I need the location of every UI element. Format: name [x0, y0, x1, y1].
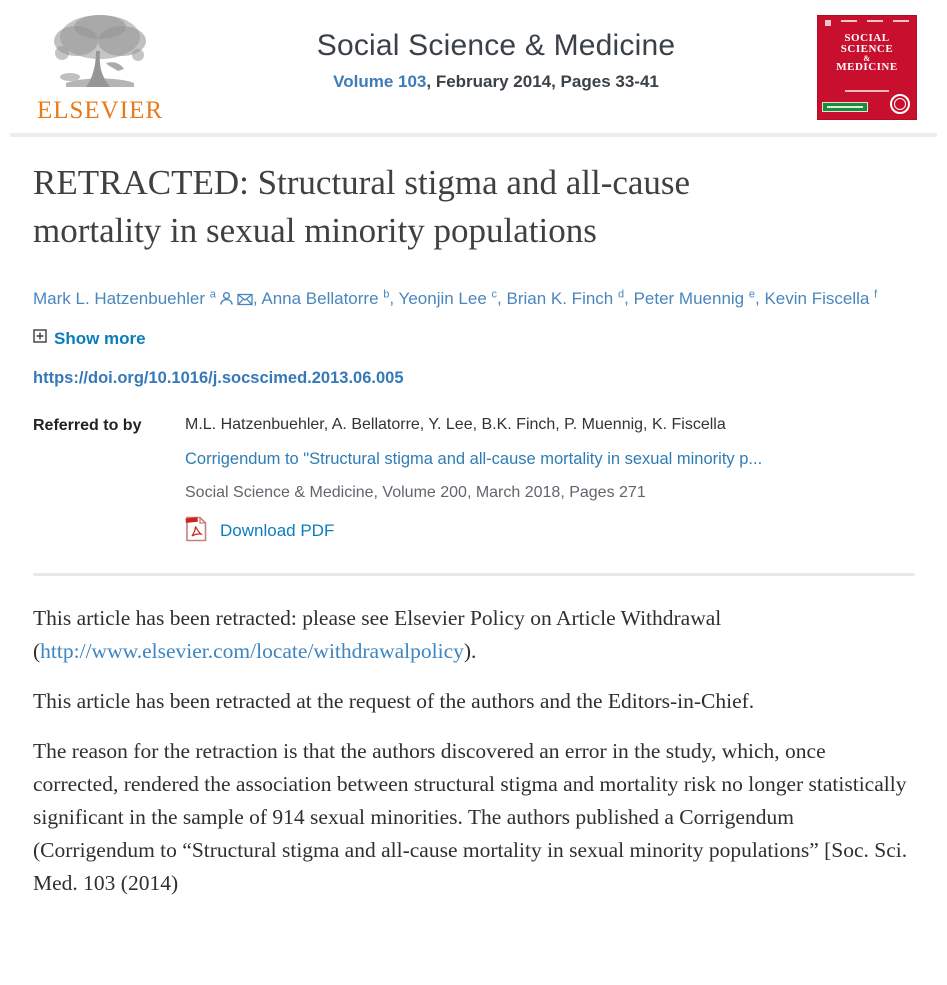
author-separator: , — [252, 288, 262, 308]
pdf-file-icon — [185, 516, 207, 547]
author-separator: , — [624, 288, 634, 308]
cover-seal-icon — [890, 94, 910, 114]
retraction-paragraph-3: The reason for the retraction is that the authors discovered an error in the study, which, once corrected, rendered the association between structural stigma and mortality risk no longer statistically significant in the sample of 914 sexual minorities. The authors published a Corrigendum (Corrigendum to “Structural stigma and all-cause mortality in sexual minority populations” [Soc. Sci. Med. 103 (2014) — [33, 738, 908, 895]
journal-header — [0, 0, 947, 133]
cover-top-text — [825, 20, 909, 26]
issue-meta: , February 2014, Pages 33-41 — [426, 72, 659, 91]
show-more-label: Show more — [54, 328, 146, 348]
author-link[interactable]: Brian K. Finch $^d$ — [506, 288, 625, 308]
corresponding-author-envelope-icon[interactable] — [237, 286, 253, 316]
download-pdf-label: Download PDF — [220, 521, 335, 541]
referred-to-by-section — [33, 416, 915, 547]
retraction-notice-body — [33, 602, 913, 900]
retraction-paragraph-2: This article has been retracted at the request of the authors and the Editors-in-Chief. — [33, 688, 755, 713]
volume-link[interactable]: Volume 103 — [333, 72, 427, 91]
referred-source-line: Social Science & Medicine, Volume 200, March 2018, Pages 271 — [185, 483, 646, 501]
referred-authors-line: M.L. Hatzenbuehler, A. Bellatorre, Y. Lee, B.K. Finch, P. Muennig, K. Fiscella — [185, 415, 726, 433]
retraction-paragraph-1: This article has been retracted: please see Elsevier Policy on Article Withdrawal (http://www.elsevier.com/locate/withdrawalpolicy). — [33, 605, 722, 663]
journal-cover-thumbnail[interactable] — [817, 15, 917, 120]
author-separator: , — [389, 288, 399, 308]
author-separator: , — [497, 288, 507, 308]
header-divider — [10, 133, 937, 137]
cover-title: SOCIAL SCIENCE & MEDICINE — [836, 32, 898, 73]
author-link[interactable]: Kevin Fiscella $^f$ — [764, 288, 878, 308]
download-pdf-link[interactable] — [185, 516, 915, 547]
elsevier-tree-icon — [25, 11, 175, 99]
expand-plus-icon — [33, 329, 47, 348]
section-divider — [33, 573, 915, 576]
journal-title: Social Science & Medicine — [316, 29, 676, 62]
author-list — [33, 279, 915, 316]
corrigendum-link[interactable]: Corrigendum to "Structural stigma and all-cause mortality in sexual minority p... — [185, 449, 763, 468]
elsevier-wordmark: ELSEVIER — [36, 96, 164, 124]
cover-green-banner — [822, 102, 868, 112]
show-more-button[interactable] — [33, 329, 915, 349]
author-link[interactable]: Mark L. Hatzenbuehler $^a$ — [33, 288, 216, 308]
issue-line — [175, 72, 817, 92]
doi-link[interactable]: https://doi.org/10.1016/j.socscimed.2013.06.005 — [33, 368, 404, 387]
author-link[interactable]: Anna Bellatorre $^b$ — [261, 288, 390, 308]
elsevier-logo[interactable] — [25, 11, 175, 125]
referred-to-by-label: Referred to by — [33, 416, 142, 434]
article-title: RETRACTED: Structural stigma and all-cause mortality in sexual minority populations — [33, 163, 691, 250]
author-link[interactable]: Peter Muennig $^e$ — [633, 288, 755, 308]
withdrawal-policy-link[interactable]: http://www.elsevier.com/locate/withdrawalpolicy — [40, 638, 464, 663]
author-profile-icon[interactable] — [219, 286, 234, 316]
author-link[interactable]: Yeonjin Lee $^c$ — [398, 288, 498, 308]
author-separator: , — [755, 288, 765, 308]
